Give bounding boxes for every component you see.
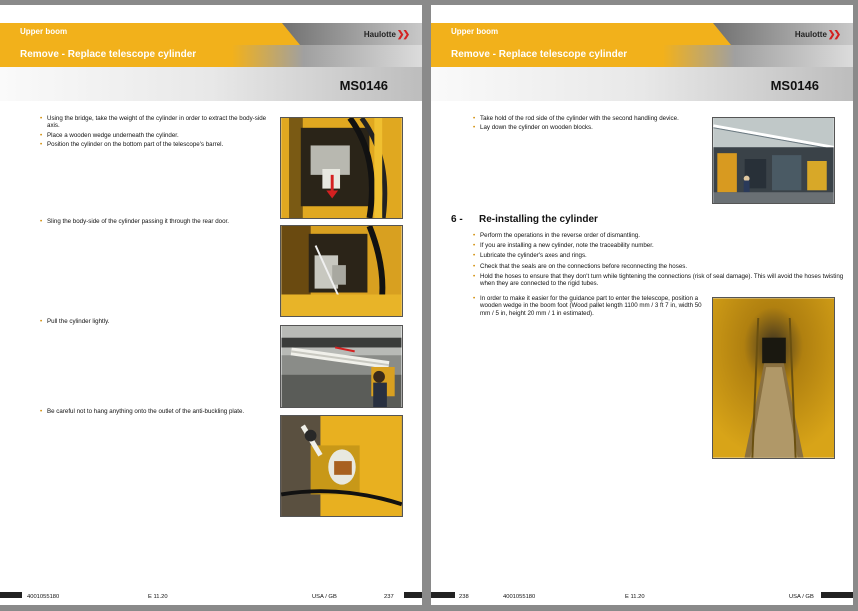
section-heading bbox=[451, 214, 598, 225]
footer-language: USA / GB bbox=[789, 594, 814, 600]
photo-boom-interior-wedge bbox=[712, 297, 835, 459]
brand-logo bbox=[795, 29, 839, 40]
page-right bbox=[431, 5, 853, 605]
haulotte-chevron-icon: ❯❯ bbox=[827, 29, 839, 39]
footer-page-number: 237 bbox=[384, 594, 394, 600]
step-bullet: • In order to make it easier for the guidance part to enter the telescope, position a wooden wedge in the boom foot (Wood pallet length 1100 mm / 3 ft 7 in, width 50 mm / 5 in, height 20 mm / 1 in estimated). bbox=[473, 295, 709, 317]
footer-bar bbox=[821, 592, 853, 598]
footer-bar bbox=[404, 592, 422, 598]
step-bullet: • Check that the seals are on the connections before reconnecting the hoses. bbox=[473, 263, 849, 270]
brand-name: Haulotte bbox=[794, 30, 827, 39]
photo-sling-body-side bbox=[280, 225, 403, 317]
footer-doc-number: 4001055180 bbox=[27, 594, 60, 600]
step-bullet: • Lay down the cylinder on wooden blocks. bbox=[473, 124, 709, 131]
step-bullet: • Hold the hoses to ensure that they don't turn while tightening the connections (risk of seal damage). This will avoid the hoses twisting when they are connected to the rigid tubes. bbox=[473, 273, 849, 288]
section-title: Re-installing the cylinder bbox=[479, 214, 598, 225]
footer-doc-number: 4001055180 bbox=[503, 594, 536, 600]
page-title: Remove - Replace telescope cylinder bbox=[451, 49, 628, 60]
photo-cylinder-extraction bbox=[280, 117, 403, 219]
step-bullet: • Using the bridge, take the weight of the cylinder in order to extract the body-side axis. bbox=[40, 115, 276, 130]
photo-anti-buckling-plate bbox=[280, 415, 403, 517]
step-bullet: • Place a wooden wedge underneath the cylinder. bbox=[40, 132, 276, 139]
step-bullet: • Perform the operations in the reverse order of dismantling. bbox=[473, 232, 849, 239]
step-bullet: • Position the cylinder on the bottom part of the telescope's barrel. bbox=[40, 141, 276, 148]
step-bullet: • If you are installing a new cylinder, note the traceability number. bbox=[473, 242, 849, 249]
footer-language: USA / GB bbox=[312, 594, 337, 600]
brand-name: Haulotte bbox=[363, 30, 396, 39]
step-bullet: • Lubricate the cylinder's axes and rings. bbox=[473, 252, 849, 259]
haulotte-chevron-icon: ❯❯ bbox=[396, 29, 408, 39]
procedure-code: MS0146 bbox=[770, 78, 819, 93]
footer-bar bbox=[0, 592, 22, 598]
step-bullet: • Take hold of the rod side of the cylinder with the second handling device. bbox=[473, 115, 709, 122]
footer-page-number: 238 bbox=[459, 594, 469, 600]
step-bullet: • Pull the cylinder lightly. bbox=[40, 318, 276, 325]
section-number: 6 - bbox=[451, 214, 463, 225]
footer-edition: E 11.20 bbox=[148, 594, 168, 600]
section-label: Upper boom bbox=[20, 27, 68, 36]
step-bullet: • Be careful not to hang anything onto the outlet of the anti-buckling plate. bbox=[40, 408, 276, 415]
footer-edition: E 11.20 bbox=[625, 594, 645, 600]
footer-bar bbox=[431, 592, 455, 598]
procedure-code: MS0146 bbox=[339, 78, 388, 93]
photo-pull-cylinder bbox=[280, 325, 403, 408]
page-left bbox=[0, 5, 422, 605]
step-bullet: • Sling the body-side of the cylinder passing it through the rear door. bbox=[40, 218, 276, 225]
page-title: Remove - Replace telescope cylinder bbox=[20, 49, 197, 60]
section-label: Upper boom bbox=[451, 27, 499, 36]
brand-logo bbox=[364, 29, 408, 40]
photo-workshop-cylinder bbox=[712, 117, 835, 204]
